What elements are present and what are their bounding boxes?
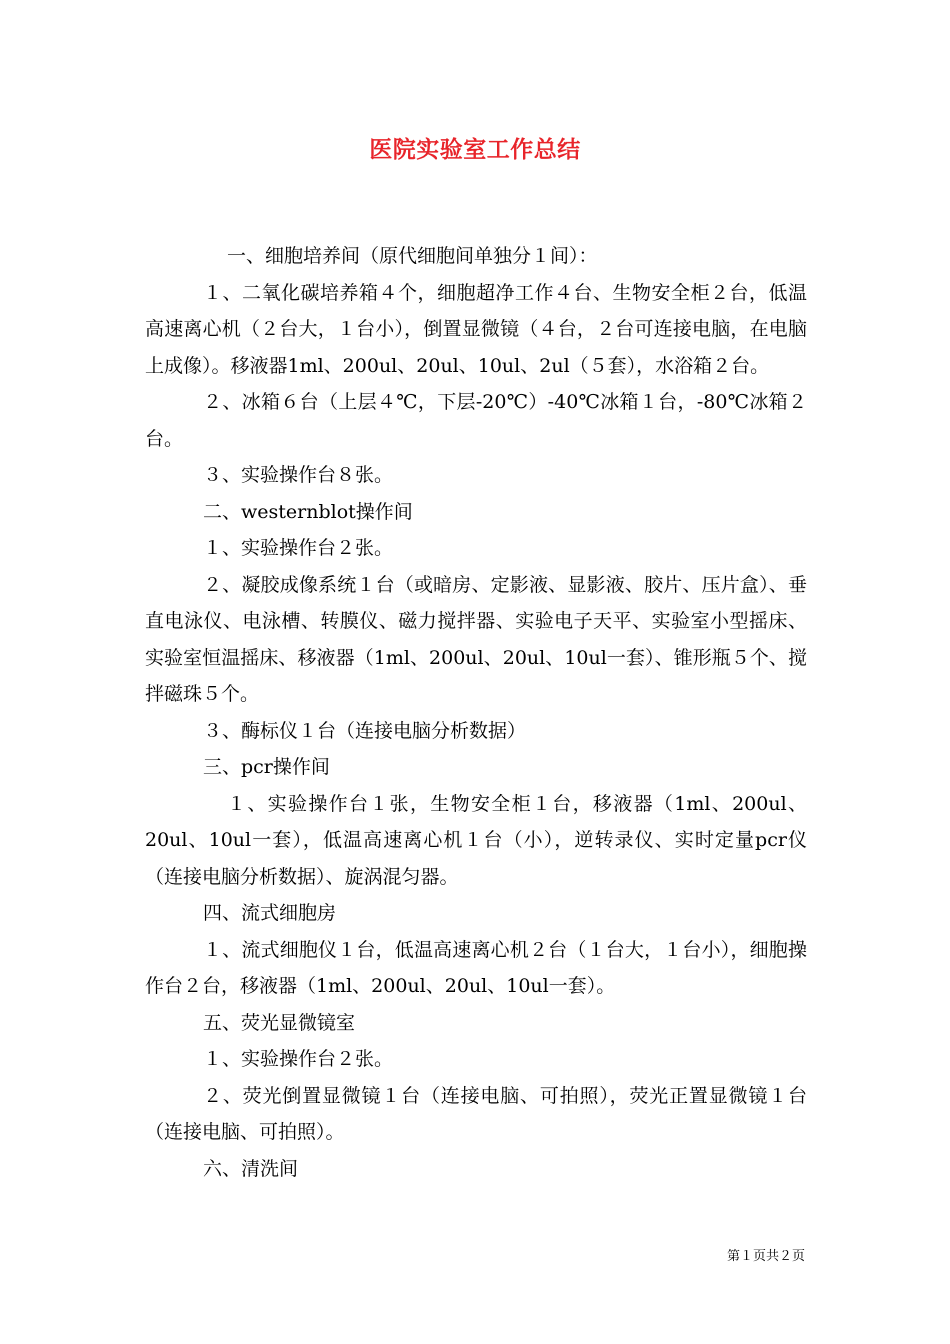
section-heading-flow-cytometry: 四、流式细胞房 <box>203 902 337 924</box>
paragraph: ３、实验操作台８张。 <box>203 464 394 486</box>
paragraph: １、实验操作台１张，生物安全柜１台，移液器（1ml、200ul、20ul、10ul一套），低温高速离心机１台（小），逆转录仪、实时定量pcr仪（连接电脑分析数据）、旋涡混匀器。 <box>145 792 807 888</box>
section-heading-western-blot: 二、westernblot操作间 <box>203 500 413 523</box>
paragraph: ３、酶标仪１台（连接电脑分析数据） <box>203 719 527 742</box>
document-body <box>145 238 807 1187</box>
paragraph: １、实验操作台２张。 <box>203 537 394 559</box>
page-title: 医院实验室工作总结 <box>369 136 581 163</box>
paragraph: １、二氧化碳培养箱４个，细胞超净工作４台、生物安全柜２台，低温高速离心机（２台大，１台小），倒置显微镜（４台，２台可连接电脑，在电脑上成像）。移液器1ml、200ul、20ul、10ul、2ul（５套），水浴箱２台。 <box>145 281 807 377</box>
paragraph: ２、荧光倒置显微镜１台（连接电脑、可拍照），荧光正置显微镜１台（连接电脑、可拍照）。 <box>145 1084 807 1143</box>
page-number: 第１页共２页 <box>726 1249 805 1264</box>
paragraph: ２、凝胶成像系统１台（或暗房、定影液、显影液、胶片、压片盒）、垂直电泳仪、电泳槽、转膜仪、磁力搅拌器、实验电子天平、实验室小型摇床、实验室恒温摇床、移液器（1ml、200ul、20ul、10ul一套）、锥形瓶５个、搅拌磁珠５个。 <box>145 573 807 705</box>
paragraph: １、流式细胞仪１台，低温高速离心机２台（１台大，１台小），细胞操作台２台，移液器（1ml、200ul、20ul、10ul一套）。 <box>145 938 807 997</box>
paragraph: ２、冰箱６台（上层４℃，下层-20℃）-40℃冰箱１台，-80℃冰箱２台。 <box>145 391 807 450</box>
paragraph: １、实验操作台２张。 <box>203 1048 394 1070</box>
section-heading-cell-culture: 一、细胞培养间（原代细胞间单独分１间）： <box>227 245 598 267</box>
section-heading-washing: 六、清洗间 <box>203 1157 299 1180</box>
section-heading-fluorescence: 五、荧光显微镜室 <box>203 1011 356 1034</box>
section-heading-pcr: 三、pcr操作间 <box>203 756 330 778</box>
